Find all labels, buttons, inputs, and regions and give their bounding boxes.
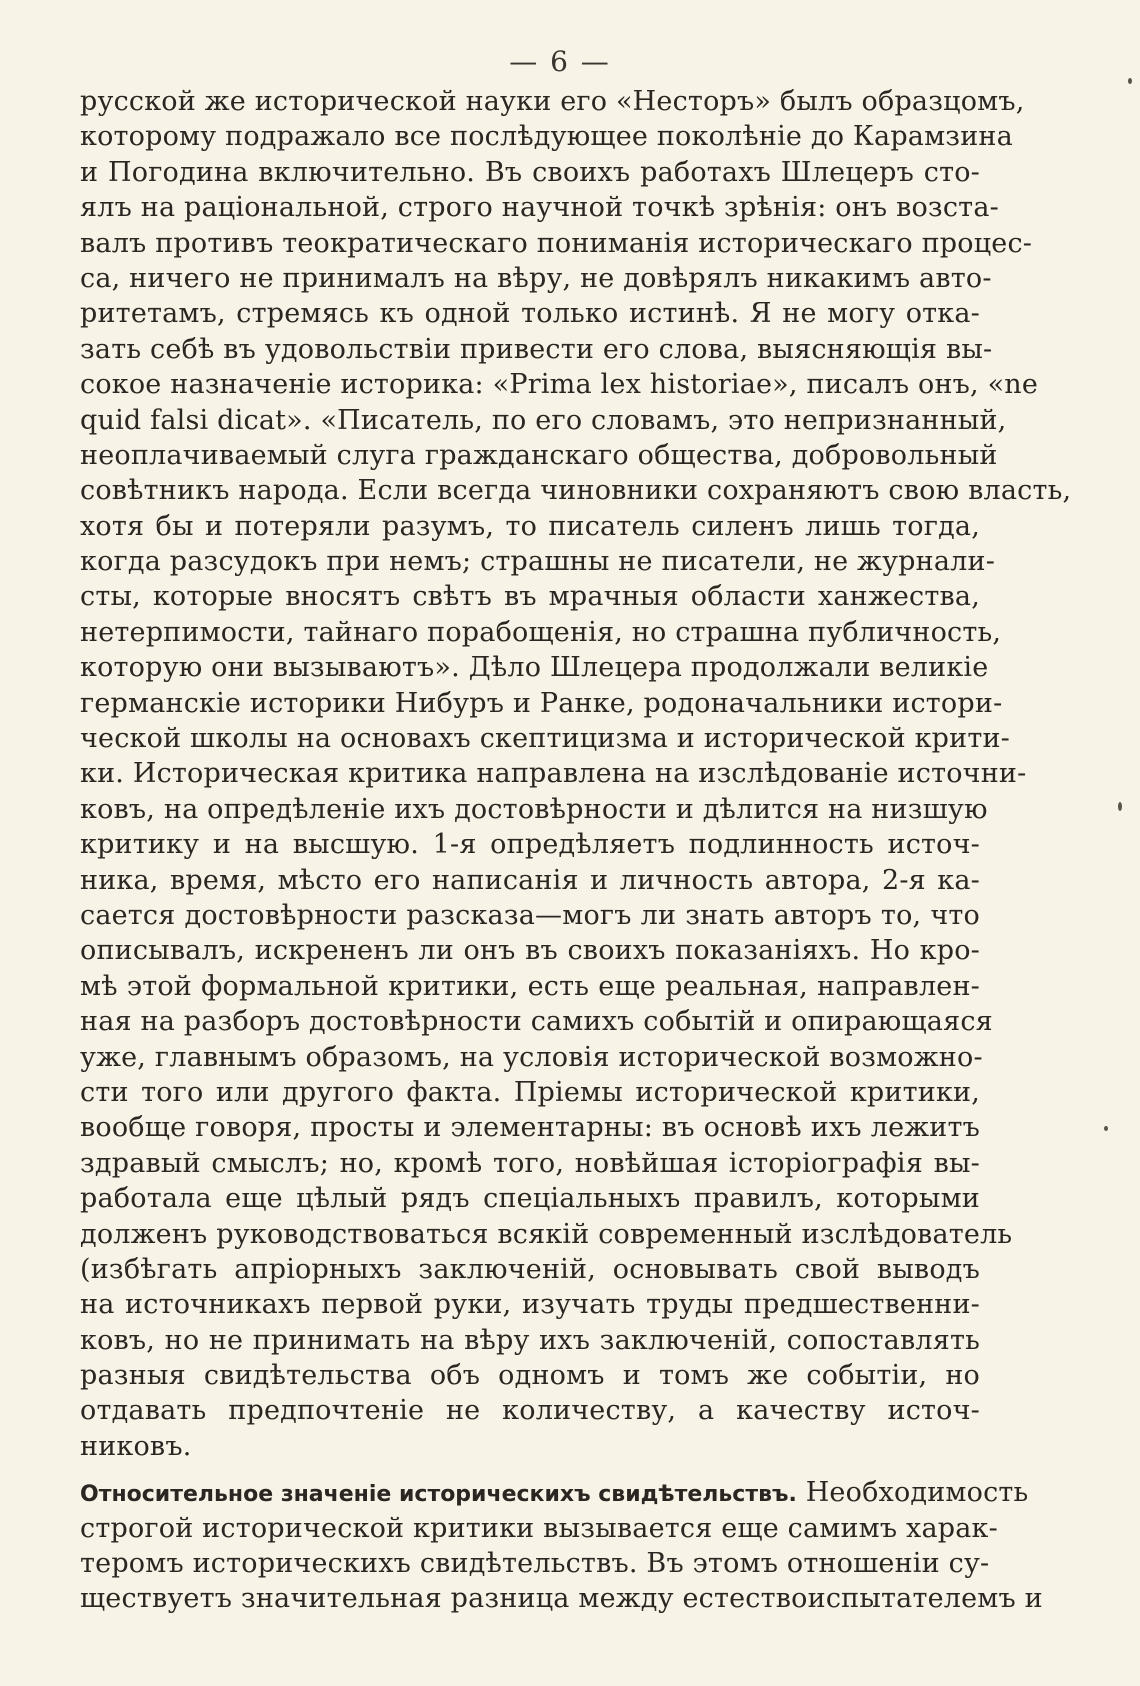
scan-speck: [1104, 1126, 1108, 1131]
text-line: са, ничего не принималъ на вѣру, не довѣрялъ никакимъ авто-: [80, 262, 992, 294]
paragraph-2-first-line: [80, 1475, 1029, 1510]
scan-speck: [1128, 78, 1132, 84]
page-content: [80, 45, 1072, 1617]
text-line: германскіе историки Нибуръ и Ранке, родоначальники истори-: [80, 687, 1003, 719]
scan-speck: [1118, 802, 1122, 811]
text-line: уже, главнымъ образомъ, на условія исторической возможно-: [80, 1041, 983, 1073]
text-line: строгой исторической критики вызывается еще самимъ харак-: [80, 1512, 998, 1544]
text-line: валъ противъ теократическаго пониманія историческаго процес-: [80, 227, 1033, 259]
text-line: нетерпимости, тайнаго порабощенія, но страшна публичность,: [80, 616, 1002, 648]
text-line: отдавать предпочтеніе не количеству, а качеству источ-: [80, 1395, 980, 1427]
text-line: неоплачиваемый слуга гражданскаго общества, добровольный: [80, 439, 998, 471]
text-line: вообще говоря, просты и элементарны: въ основѣ ихъ лежитъ: [80, 1112, 980, 1144]
paragraph-1: [80, 84, 1072, 1464]
text-line: здравый смыслъ; но, кромѣ того, новѣйшая історіографія вы-: [80, 1147, 980, 1179]
text-line: ковъ, на опредѣленіе ихъ достовѣрности и дѣлится на низшую: [80, 793, 988, 825]
text-line: мѣ этой формальной критики, есть еще реальная, направлен-: [80, 970, 980, 1002]
text-line: quid falsi dicat». «Писатель, по его словамъ, это непризнанный,: [80, 404, 1007, 436]
text-line: ритетамъ, стремясь къ одной только истинѣ. Я не могу отка-: [80, 298, 980, 330]
text-line: (избѣгать апріорныхъ заключеній, основывать свой выводъ: [80, 1253, 980, 1285]
text-line: на источникахъ первой руки, изучать труды предшественни-: [80, 1289, 980, 1321]
text-line: которую они вызываютъ». Дѣло Шлецера продолжали великіе: [80, 652, 989, 684]
text-line: ника, время, мѣсто его написанія и личность автора, 2-я ка-: [80, 864, 980, 896]
text-line: совѣтникъ народа. Если всегда чиновники сохраняютъ свою власть,: [80, 475, 1072, 507]
text-line: сокое назначеніе историка: «Prima lex historiae», писалъ онъ, «ne: [80, 369, 1039, 401]
text-line: когда разсудокъ при немъ; страшны не писатели, не журнали-: [80, 546, 996, 578]
page-number: — 6 —: [509, 45, 611, 78]
text-line: разныя свидѣтельства объ одномъ и томъ же событіи, но: [80, 1360, 980, 1392]
section-heading: Относительное значеніе историческихъ свидѣтельствъ.: [80, 1482, 797, 1508]
text-line: долженъ руководствоваться всякій современный изслѣдователь: [80, 1218, 1013, 1250]
text-line: которому подражало все послѣдующее поколѣніе до Карамзина: [80, 121, 1013, 153]
text-line: критику и на высшую. 1-я опредѣляетъ подлинность источ-: [80, 829, 980, 861]
text-line: ки. Историческая критика направлена на изслѣдованіе источни-: [80, 758, 1027, 790]
text-line: и Погодина включительно. Въ своихъ работахъ Шлецеръ сто-: [80, 156, 980, 188]
text-line: никовъ.: [80, 1430, 192, 1462]
text-line: ная на разборъ достовѣрности самихъ событій и опирающаяся: [80, 1006, 993, 1038]
text-line: ялъ на раціональной, строго научной точкѣ зрѣнія: онъ возста-: [80, 192, 999, 224]
text-line: сты, которые вносятъ свѣтъ въ мрачныя области ханжества,: [80, 581, 980, 613]
text-line: хотя бы и потеряли разумъ, то писатель силенъ лишь тогда,: [80, 510, 980, 542]
paragraph-2: [80, 1475, 1043, 1617]
text-line: теромъ историческихъ свидѣтельствъ. Въ этомъ отношеніи су-: [80, 1548, 990, 1580]
text-line: описывалъ, искрененъ ли онъ въ своихъ показаніяхъ. Но кро-: [80, 935, 980, 967]
text-line: ковъ, но не принимать на вѣру ихъ заключеній, сопоставлять: [80, 1324, 980, 1356]
text-line: сти того или другого факта. Пріемы исторической критики,: [80, 1076, 980, 1108]
text-line: сается достовѣрности разсказа—могъ ли знать авторъ то, что: [80, 899, 980, 931]
text-line: русской же исторической науки его «Несторъ» былъ образцомъ,: [80, 86, 1025, 117]
text-line: ческой школы на основахъ скептицизма и исторической крити-: [80, 723, 1011, 755]
text-line: зать себѣ въ удовольствіи привести его слова, выясняющія вы-: [80, 333, 993, 365]
text-run: Необходимость: [796, 1477, 1029, 1509]
text-line: работала еще цѣлый рядъ спеціальныхъ правилъ, которыми: [80, 1183, 980, 1215]
text-line: ществуетъ значительная разница между естествоиспытателемъ и: [80, 1583, 1043, 1615]
